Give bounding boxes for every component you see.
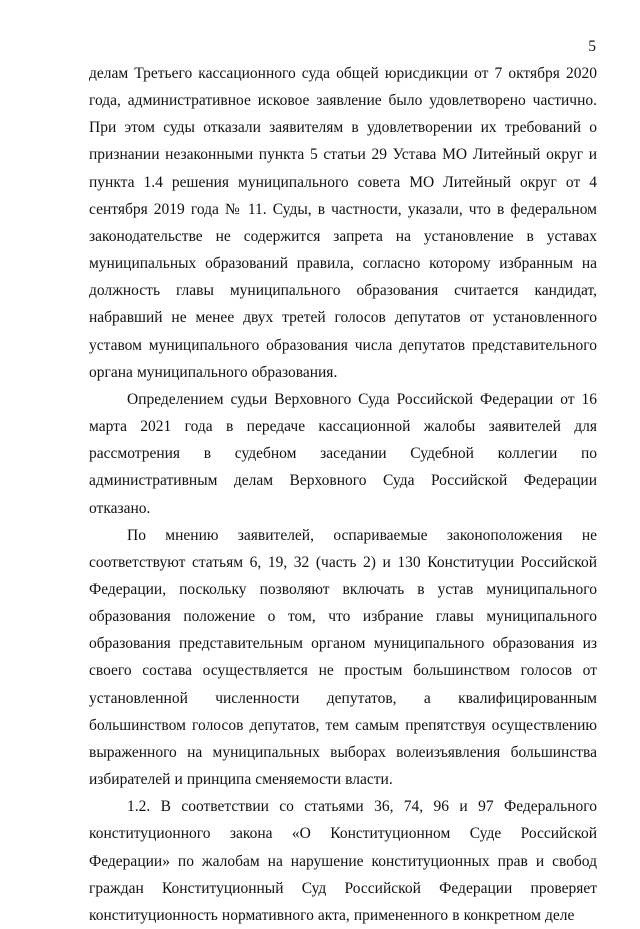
document-body: [89, 60, 597, 929]
paragraph-section-1-2: 1.2. В соответствии со статьями 36, 74, 96 и 97 Федерального конституционного закона «О Конституционном Суде Российской Федерации» по жалобам на нарушение конституционных прав и свобод граждан Конституционный Суд Российской Федерации проверяет конституционность нормативного акта, примененного в конкретном деле: [89, 798, 597, 924]
paragraph-supreme-court-ruling: Определением судьи Верховного Суда Российской Федерации от 16 марта 2021 года в передаче кассационной жалобы заявителей для рассмотрения в судебном заседании Судебной коллегии по административным делам Верховного Суда Российской Федерации отказано.: [89, 390, 597, 517]
page-number: 5: [588, 38, 596, 55]
paragraph-continuation: делам Третьего кассационного суда общей юрисдикции от 7 октября 2020 года, административное исковое заявление было удовлетворено частично. При этом суды отказали заявителям в удовлетворении их требований о признании незаконными пункта 5 статьи 29 Устава МО Литейный округ и пункта 1.4 решения муниципального совета МО Литейный округ от 4 сентября 2019 года № 11. Суды, в частности, указали, что в федеральном законодательстве не содержится запрета на установление в уставах муниципальных образований правила, согласно которому избранным на должность главы муниципального образования считается кандидат, набравший не менее двух третей голосов депутатов от установленного уставом муниципального образования числа депутатов представительного органа муниципального образования.: [89, 65, 597, 381]
paragraph-applicants-opinion: По мнению заявителей, оспариваемые законоположения не соответствуют статьям 6, 19, 32 (часть 2) и 130 Конституции Российской Федерации, поскольку позволяют включать в устав муниципального образования положение о том, что избрание главы муниципального образования представительным органом муниципального образования из своего состава осуществляется не простым большинством голосов от установленной численности депутатов, а квалифицированным большинством голосов депутатов, тем самым препятствуя осуществлению выраженного на муниципальных выборах волеизъявления большинства избирателей и принципа сменяемости власти.: [89, 526, 597, 789]
